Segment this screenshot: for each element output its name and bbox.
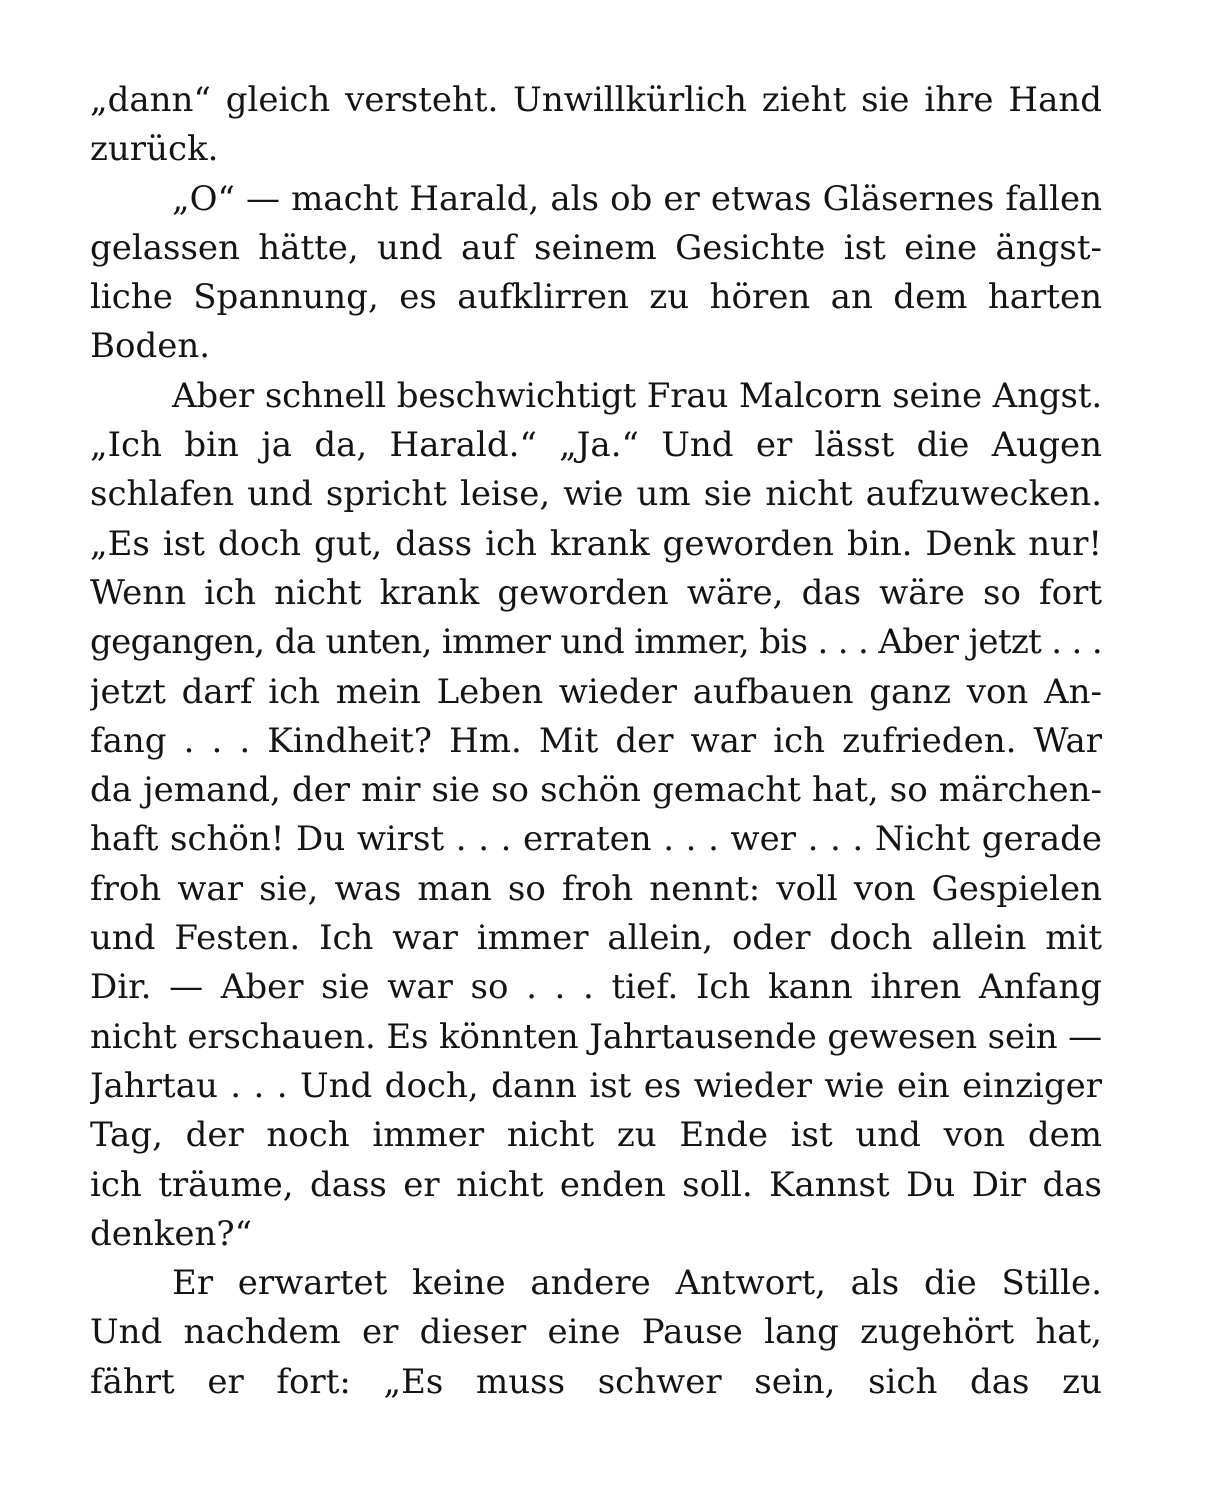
text-line: Aber schnell beschwichtigt Frau Malcorn seine Angst. xyxy=(172,375,1102,416)
text-line: gegangen, da unten, immer und immer, bis . . . Aber jetzt . . . xyxy=(90,622,1102,663)
paragraph-4 xyxy=(90,1259,1102,1407)
text-line: Dir. — Aber sie war so . . . tief. Ich kann ihren Anfang xyxy=(90,967,1102,1008)
text-line: froh war sie, was man so froh nennt: voll von Gespielen xyxy=(90,868,1102,909)
text-line: gelassen hätte, und auf seinem Gesichte ist eine ängst- xyxy=(90,227,1102,268)
text-line: nicht erschauen. Es könnten Jahrtausende gewesen sein — xyxy=(90,1016,1102,1057)
text-line: Er erwartet keine andere Antwort, als die Stille. xyxy=(172,1263,1102,1304)
text-line: „O“ — macht Harald, als ob er etwas Gläsernes fallen xyxy=(172,178,1102,219)
text-line: Und nachdem er dieser eine Pause lang zugehört hat, xyxy=(90,1312,1102,1353)
text-line: Boden. xyxy=(90,326,211,367)
paragraph-1 xyxy=(90,76,1102,175)
text-line: da jemand, der mir sie so schön gemacht hat, so märchen- xyxy=(90,770,1102,811)
text-line: fährt er fort: „Es muss schwer sein, sich das zu xyxy=(90,1361,1102,1402)
text-line: ich träume, dass er nicht enden soll. Kannst Du Dir das xyxy=(90,1164,1102,1205)
text-line: „Ich bin ja da, Harald.“ „Ja.“ Und er lässt die Augen xyxy=(90,425,1102,466)
text-line: und Festen. Ich war immer allein, oder doch allein mit xyxy=(90,918,1102,959)
page-text xyxy=(90,76,1102,1407)
text-line: Tag, der noch immer nicht zu Ende ist und von dem xyxy=(90,1115,1102,1156)
paragraph-2 xyxy=(90,175,1102,372)
text-line: Jahrtau . . . Und doch, dann ist es wieder wie ein einziger xyxy=(90,1065,1102,1106)
text-line: denken?“ xyxy=(90,1213,253,1254)
text-line: jetzt darf ich mein Leben wieder aufbauen ganz von An- xyxy=(90,671,1102,712)
text-line: „Es ist doch gut, dass ich krank geworden bin. Denk nur! xyxy=(90,523,1102,564)
text-line: liche Spannung, es aufklirren zu hören an dem harten xyxy=(90,277,1102,318)
text-line: zurück. xyxy=(90,129,219,170)
paragraph-3 xyxy=(90,372,1102,1259)
text-line: fang . . . Kindheit? Hm. Mit der war ich zufrieden. War xyxy=(90,720,1102,761)
text-line: haft schön! Du wirst . . . erraten . . . wer . . . Nicht gerade xyxy=(90,819,1102,860)
text-line: Wenn ich nicht krank geworden wäre, das wäre so fort xyxy=(90,572,1102,613)
text-line: „dann“ gleich versteht. Unwillkürlich zieht sie ihre Hand xyxy=(90,80,1102,120)
text-line: schlafen und spricht leise, wie um sie nicht aufzuwecken. xyxy=(90,474,1102,515)
